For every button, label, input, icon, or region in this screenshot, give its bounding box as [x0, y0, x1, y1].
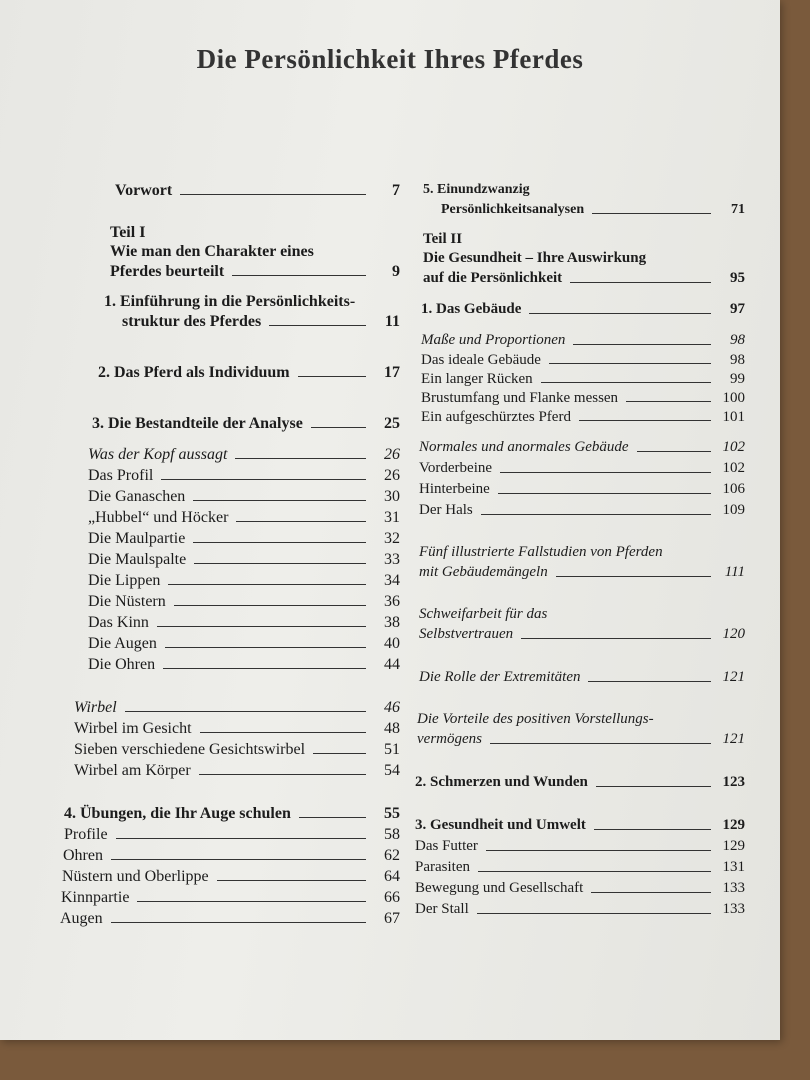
toc-entry: Kinnpartie 66: [61, 889, 400, 906]
toc-entry: Was der Kopf aussagt 26: [88, 446, 400, 463]
toc-entry: Vorderbeine 102: [419, 460, 745, 476]
toc-left-column: [60, 180, 400, 929]
toc-entry-rolle: Die Rolle der Extremitäten 121: [419, 669, 745, 685]
toc-entry: Sieben verschiedene Gesichtswirbel 51: [74, 741, 400, 758]
toc-entry: Wirbel im Gesicht 48: [74, 720, 400, 737]
toc-part-2: Teil II Die Gesundheit – Ihre Auswirkung auf die Persönlichkeit 95: [423, 231, 745, 286]
toc-entry: Brustumfang und Flanke messen 100: [421, 390, 745, 406]
toc-entry: Profile 58: [64, 826, 400, 843]
toc-chapter-umwelt: 3. Gesundheit und Umwelt 129: [415, 817, 745, 833]
toc-chapter-3: 3. Die Bestandteile der Analyse 25: [92, 415, 400, 432]
toc-entry: Bewegung und Gesellschaft 133: [415, 880, 745, 896]
toc-list-wirbel: [60, 697, 400, 781]
toc-entry: Hinterbeine 106: [419, 481, 745, 497]
toc-chapter-2: 2. Das Pferd als Individuum 17: [98, 364, 400, 381]
toc-list-uebungen: [60, 824, 400, 929]
toc-entry: Parasiten 131: [415, 859, 745, 875]
toc-entry: Die Ohren 44: [88, 656, 400, 673]
toc-entry: Nüstern und Oberlippe 64: [62, 868, 400, 885]
toc-list-normal: [415, 437, 745, 521]
toc-right-column: [415, 180, 745, 920]
toc-list-masse: [415, 330, 745, 427]
toc-entry: Die Maulspalte 33: [88, 551, 400, 568]
toc-entry-schweifarbeit: Schweifarbeit für das Selbstvertrauen 120: [419, 606, 745, 642]
toc-entry: Maße und Proportionen 98: [421, 332, 745, 348]
toc-chapter-1: 1. Einführung in die Persönlichkeits- struktur des Pferdes 11: [104, 293, 400, 330]
toc-entry: Die Nüstern 36: [88, 593, 400, 610]
toc-entry: Das Profil 26: [88, 467, 400, 484]
toc-entry: Ein langer Rücken 99: [421, 371, 745, 387]
toc-list-umwelt: [415, 836, 745, 920]
toc-entry: Normales und anormales Gebäude 102: [419, 439, 745, 455]
toc-chapter-gebaeude: 1. Das Gebäude 97: [421, 301, 745, 317]
toc-entry: „Hubbel“ und Höcker 31: [88, 509, 400, 526]
toc-entry: Die Maulpartie 32: [88, 530, 400, 547]
toc-entry: Die Augen 40: [88, 635, 400, 652]
toc-entry: Wirbel 46: [74, 699, 400, 716]
toc-entry: Augen 67: [60, 910, 400, 927]
toc-entry: Das Futter 129: [415, 838, 745, 854]
toc-entry: Ohren 62: [63, 847, 400, 864]
page-title: Die Persönlichkeit Ihres Pferdes: [196, 44, 584, 74]
toc-entry: Das ideale Gebäude 98: [421, 352, 745, 368]
toc-entry: Der Hals 109: [419, 502, 745, 518]
toc-part-1: Teil I Wie man den Charakter eines Pferdes beurteilt 9: [110, 224, 400, 280]
toc-chapter-4: 4. Übungen, die Ihr Auge schulen 55: [64, 805, 400, 822]
toc-chapter-5: 5. Einundzwanzig Persönlichkeitsanalysen 71: [423, 182, 745, 217]
toc-entry: Die Ganaschen 30: [88, 488, 400, 505]
toc-list-kopf: [60, 444, 400, 675]
toc-entry: Der Stall 133: [415, 901, 745, 917]
toc-entry: Die Lippen 34: [88, 572, 400, 589]
toc-entry: Ein aufgeschürztes Pferd 101: [421, 409, 745, 425]
toc-chapter-schmerzen: 2. Schmerzen und Wunden 123: [415, 774, 745, 790]
toc-entry-fallstudien: Fünf illustrierte Fallstudien von Pferden mit Gebäudemängeln 111: [419, 544, 745, 580]
toc-entry: Wirbel am Körper 54: [74, 762, 400, 779]
toc-entry-vorwort: Vorwort 7: [115, 182, 400, 199]
toc-entry: Das Kinn 38: [88, 614, 400, 631]
toc-entry-vorteile: Die Vorteile des positiven Vorstellungs- vermögens 121: [417, 711, 745, 747]
